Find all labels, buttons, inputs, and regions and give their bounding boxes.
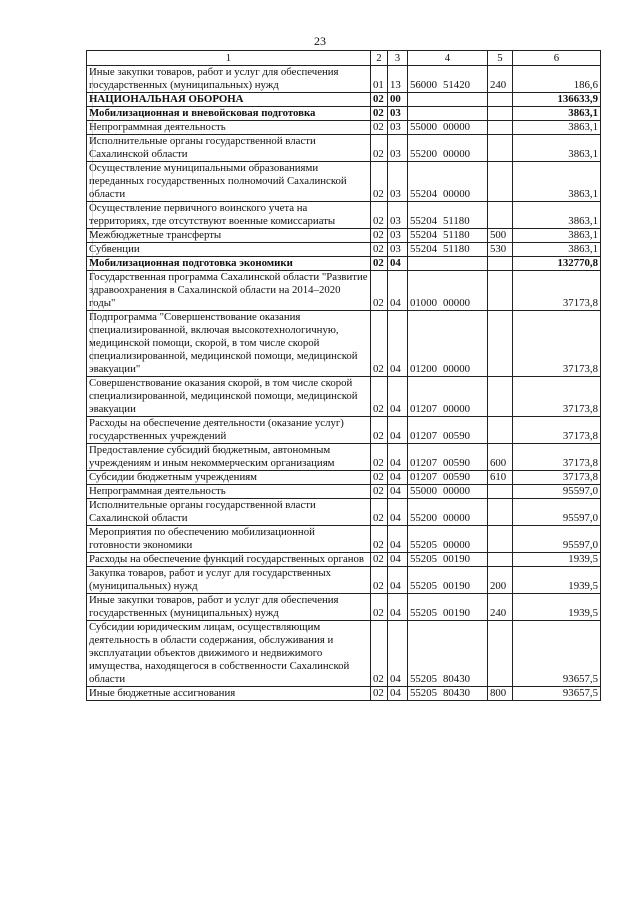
- row-section: 02: [371, 499, 388, 526]
- row-expense-type: [488, 271, 513, 311]
- column-header: 6: [513, 51, 601, 66]
- table-row: [87, 444, 601, 471]
- row-amount: 132770,8: [513, 257, 601, 271]
- column-header: 2: [371, 51, 388, 66]
- target-code-direction: 00190: [443, 553, 470, 565]
- target-code-direction: 00000: [443, 188, 470, 200]
- table-row: [87, 526, 601, 553]
- row-subsection: 04: [388, 417, 408, 444]
- row-name: Закупка товаров, работ и услуг для государственных (муниципальных) нужд: [87, 567, 371, 594]
- target-code-direction: 00000: [443, 148, 470, 160]
- table-row: [87, 229, 601, 243]
- row-expense-type: 530: [488, 243, 513, 257]
- table-row: [87, 257, 601, 271]
- row-target-code: [408, 66, 488, 93]
- target-code-program: 55205: [410, 687, 437, 699]
- row-name: Межбюджетные трансферты: [87, 229, 371, 243]
- row-amount: 37173,8: [513, 377, 601, 417]
- row-section: 02: [371, 621, 388, 687]
- row-expense-type: 200: [488, 567, 513, 594]
- row-expense-type: 800: [488, 687, 513, 701]
- target-code-program: 55205: [410, 607, 437, 619]
- table-row: [87, 377, 601, 417]
- row-target-code: [408, 377, 488, 417]
- row-target-code: [408, 202, 488, 229]
- table-row: [87, 567, 601, 594]
- row-section: 02: [371, 107, 388, 121]
- target-code-direction: 80430: [443, 673, 470, 685]
- row-amount: 186,6: [513, 66, 601, 93]
- row-expense-type: [488, 621, 513, 687]
- target-code-direction: 00190: [443, 607, 470, 619]
- table-row: [87, 135, 601, 162]
- target-code-direction: 51420: [443, 79, 470, 91]
- row-target-code: [408, 553, 488, 567]
- row-subsection: 04: [388, 553, 408, 567]
- row-section: 02: [371, 687, 388, 701]
- target-code-direction: 51180: [443, 229, 470, 241]
- target-code-program: 55204: [410, 215, 437, 227]
- target-code-program: 56000: [410, 79, 437, 91]
- row-expense-type: 610: [488, 471, 513, 485]
- row-target-code: [408, 311, 488, 377]
- row-subsection: 03: [388, 135, 408, 162]
- row-subsection: 13: [388, 66, 408, 93]
- row-target-code: [408, 485, 488, 499]
- row-target-code: [408, 93, 488, 107]
- row-expense-type: [488, 377, 513, 417]
- table-row: [87, 271, 601, 311]
- table-row: [87, 485, 601, 499]
- target-code-program: 01207: [410, 471, 437, 483]
- target-code-direction: 00000: [443, 363, 470, 375]
- target-code-direction: 00000: [443, 485, 470, 497]
- target-code-program: 01200: [410, 363, 437, 375]
- row-name: Мероприятия по обеспечению мобилизационной готовности экономики: [87, 526, 371, 553]
- row-target-code: [408, 471, 488, 485]
- target-code-direction: 00000: [443, 512, 470, 524]
- table-row: [87, 107, 601, 121]
- row-name: Мобилизационная подготовка экономики: [87, 257, 371, 271]
- row-name: Иные закупки товаров, работ и услуг для обеспечения государственных (муниципальных) нужд: [87, 594, 371, 621]
- row-expense-type: 240: [488, 594, 513, 621]
- row-target-code: [408, 229, 488, 243]
- row-target-code: [408, 257, 488, 271]
- table-row: [87, 687, 601, 701]
- row-subsection: 04: [388, 567, 408, 594]
- row-section: 02: [371, 417, 388, 444]
- row-amount: 95597,0: [513, 499, 601, 526]
- row-target-code: [408, 121, 488, 135]
- table-row: [87, 594, 601, 621]
- row-name: Государственная программа Сахалинской области "Развитие здравоохранения в Сахалинской области на 2014–2020 годы": [87, 271, 371, 311]
- row-target-code: [408, 526, 488, 553]
- row-amount: 3863,1: [513, 243, 601, 257]
- page-number: 23: [314, 34, 326, 48]
- row-amount: 1939,5: [513, 594, 601, 621]
- row-amount: 3863,1: [513, 229, 601, 243]
- target-code-direction: 00000: [443, 403, 470, 415]
- row-name: Осуществление муниципальными образованиями переданных государственных полномочий Сахалинской области: [87, 162, 371, 202]
- column-header: 1: [87, 51, 371, 66]
- row-subsection: 04: [388, 311, 408, 377]
- row-amount: 3863,1: [513, 121, 601, 135]
- target-code-program: 55000: [410, 485, 437, 497]
- row-expense-type: [488, 257, 513, 271]
- table-row: [87, 499, 601, 526]
- row-target-code: [408, 499, 488, 526]
- row-section: 02: [371, 485, 388, 499]
- target-code-program: 01000: [410, 297, 437, 309]
- row-subsection: 04: [388, 471, 408, 485]
- row-section: 02: [371, 257, 388, 271]
- row-amount: 3863,1: [513, 135, 601, 162]
- row-target-code: [408, 621, 488, 687]
- target-code-program: 01207: [410, 457, 437, 469]
- row-amount: 1939,5: [513, 567, 601, 594]
- target-code-direction: 00000: [443, 297, 470, 309]
- row-section: 02: [371, 311, 388, 377]
- row-expense-type: [488, 311, 513, 377]
- row-target-code: [408, 271, 488, 311]
- column-header: 3: [388, 51, 408, 66]
- row-section: 02: [371, 471, 388, 485]
- table-row: [87, 417, 601, 444]
- row-subsection: 03: [388, 121, 408, 135]
- table-row: [87, 311, 601, 377]
- row-section: 02: [371, 229, 388, 243]
- row-section: 02: [371, 526, 388, 553]
- row-section: 02: [371, 135, 388, 162]
- row-name: НАЦИОНАЛЬНАЯ ОБОРОНА: [87, 93, 371, 107]
- row-expense-type: [488, 526, 513, 553]
- row-section: 02: [371, 377, 388, 417]
- table-row: [87, 202, 601, 229]
- column-header: 5: [488, 51, 513, 66]
- row-name: Субвенции: [87, 243, 371, 257]
- row-amount: 93657,5: [513, 621, 601, 687]
- table-row: [87, 553, 601, 567]
- table-header-row: [87, 51, 601, 66]
- row-expense-type: [488, 202, 513, 229]
- table-row: [87, 471, 601, 485]
- row-expense-type: [488, 485, 513, 499]
- row-expense-type: 600: [488, 444, 513, 471]
- row-name: Непрограммная деятельность: [87, 121, 371, 135]
- table-row: [87, 93, 601, 107]
- table-row: [87, 621, 601, 687]
- row-section: 02: [371, 271, 388, 311]
- row-name: Субсидии юридическим лицам, осуществляющим деятельность в области содержания, обслуживания и эксплуатации объектов движимого и недвижимого имущества, находящегося в собственности Сахалинской области: [87, 621, 371, 687]
- target-code-program: 55205: [410, 553, 437, 565]
- row-name: Совершенствование оказания скорой, в том числе скорой специализированной, медицинской помощи, медицинской эвакуации: [87, 377, 371, 417]
- row-name: Осуществление первичного воинского учета на территориях, где отсутствуют военные комиссариаты: [87, 202, 371, 229]
- target-code-direction: 00190: [443, 580, 470, 592]
- row-target-code: [408, 162, 488, 202]
- row-amount: 136633,9: [513, 93, 601, 107]
- column-header: 4: [408, 51, 488, 66]
- row-target-code: [408, 243, 488, 257]
- row-target-code: [408, 417, 488, 444]
- row-name: Расходы на обеспечение деятельности (оказание услуг) государственных учреждений: [87, 417, 371, 444]
- row-expense-type: [488, 93, 513, 107]
- row-amount: 93657,5: [513, 687, 601, 701]
- target-code-program: 01207: [410, 430, 437, 442]
- row-expense-type: [488, 135, 513, 162]
- row-subsection: 04: [388, 485, 408, 499]
- target-code-direction: 00590: [443, 457, 470, 469]
- row-expense-type: [488, 121, 513, 135]
- row-amount: 37173,8: [513, 311, 601, 377]
- row-subsection: 00: [388, 93, 408, 107]
- target-code-program: 55205: [410, 539, 437, 551]
- row-name: Иные закупки товаров, работ и услуг для обеспечения государственных (муниципальных) нужд: [87, 66, 371, 93]
- row-amount: 3863,1: [513, 202, 601, 229]
- row-name: Подпрограмма "Совершенствование оказания специализированной, включая высокотехнологичную, медицинской помощи, скорой, в том числе скорой специализированной, медицинской помощи, медицинской эвакуации": [87, 311, 371, 377]
- row-subsection: 03: [388, 202, 408, 229]
- row-subsection: 04: [388, 687, 408, 701]
- target-code-direction: 51180: [443, 243, 470, 255]
- row-section: 02: [371, 121, 388, 135]
- target-code-direction: 00000: [443, 539, 470, 551]
- row-target-code: [408, 687, 488, 701]
- row-target-code: [408, 594, 488, 621]
- row-expense-type: 240: [488, 66, 513, 93]
- row-amount: 37173,8: [513, 417, 601, 444]
- row-target-code: [408, 107, 488, 121]
- row-section: 02: [371, 553, 388, 567]
- row-expense-type: [488, 417, 513, 444]
- row-target-code: [408, 567, 488, 594]
- row-amount: 95597,0: [513, 485, 601, 499]
- row-name: Мобилизационная и вневойсковая подготовка: [87, 107, 371, 121]
- target-code-direction: 80430: [443, 687, 470, 699]
- row-name: Расходы на обеспечение функций государственных органов: [87, 553, 371, 567]
- target-code-direction: 51180: [443, 215, 470, 227]
- row-section: 01: [371, 66, 388, 93]
- target-code-program: 55200: [410, 512, 437, 524]
- row-amount: 3863,1: [513, 162, 601, 202]
- row-amount: 95597,0: [513, 526, 601, 553]
- row-name: Субсидии бюджетным учреждениям: [87, 471, 371, 485]
- row-name: Непрограммная деятельность: [87, 485, 371, 499]
- row-expense-type: [488, 499, 513, 526]
- budget-table-body: [87, 51, 601, 701]
- row-name: Исполнительные органы государственной власти Сахалинской области: [87, 499, 371, 526]
- row-subsection: 04: [388, 526, 408, 553]
- row-subsection: 04: [388, 594, 408, 621]
- target-code-direction: 00590: [443, 471, 470, 483]
- row-subsection: 04: [388, 257, 408, 271]
- target-code-direction: 00590: [443, 430, 470, 442]
- row-section: 02: [371, 567, 388, 594]
- row-subsection: 03: [388, 107, 408, 121]
- row-amount: 37173,8: [513, 271, 601, 311]
- row-subsection: 04: [388, 444, 408, 471]
- row-expense-type: [488, 162, 513, 202]
- row-amount: 37173,8: [513, 444, 601, 471]
- row-section: 02: [371, 202, 388, 229]
- row-section: 02: [371, 243, 388, 257]
- row-amount: 3863,1: [513, 107, 601, 121]
- target-code-program: 55204: [410, 243, 437, 255]
- row-section: 02: [371, 93, 388, 107]
- row-subsection: 04: [388, 499, 408, 526]
- target-code-direction: 00000: [443, 121, 470, 133]
- row-section: 02: [371, 594, 388, 621]
- target-code-program: 01207: [410, 403, 437, 415]
- row-section: 02: [371, 162, 388, 202]
- row-subsection: 03: [388, 243, 408, 257]
- row-subsection: 03: [388, 162, 408, 202]
- row-subsection: 04: [388, 377, 408, 417]
- table-row: [87, 121, 601, 135]
- row-target-code: [408, 135, 488, 162]
- row-subsection: 04: [388, 621, 408, 687]
- row-subsection: 04: [388, 271, 408, 311]
- target-code-program: 55205: [410, 673, 437, 685]
- row-name: Исполнительные органы государственной власти Сахалинской области: [87, 135, 371, 162]
- row-name: Иные бюджетные ассигнования: [87, 687, 371, 701]
- table-row: [87, 243, 601, 257]
- row-expense-type: [488, 553, 513, 567]
- row-expense-type: 500: [488, 229, 513, 243]
- budget-table: [86, 50, 601, 701]
- row-section: 02: [371, 444, 388, 471]
- target-code-program: 55200: [410, 148, 437, 160]
- target-code-program: 55000: [410, 121, 437, 133]
- table-row: [87, 66, 601, 93]
- table-row: [87, 162, 601, 202]
- row-amount: 37173,8: [513, 471, 601, 485]
- target-code-program: 55205: [410, 580, 437, 592]
- row-expense-type: [488, 107, 513, 121]
- row-amount: 1939,5: [513, 553, 601, 567]
- target-code-program: 55204: [410, 188, 437, 200]
- row-name: Предоставление субсидий бюджетным, автономным учреждениям и иным некоммерческим организациям: [87, 444, 371, 471]
- row-subsection: 03: [388, 229, 408, 243]
- row-target-code: [408, 444, 488, 471]
- target-code-program: 55204: [410, 229, 437, 241]
